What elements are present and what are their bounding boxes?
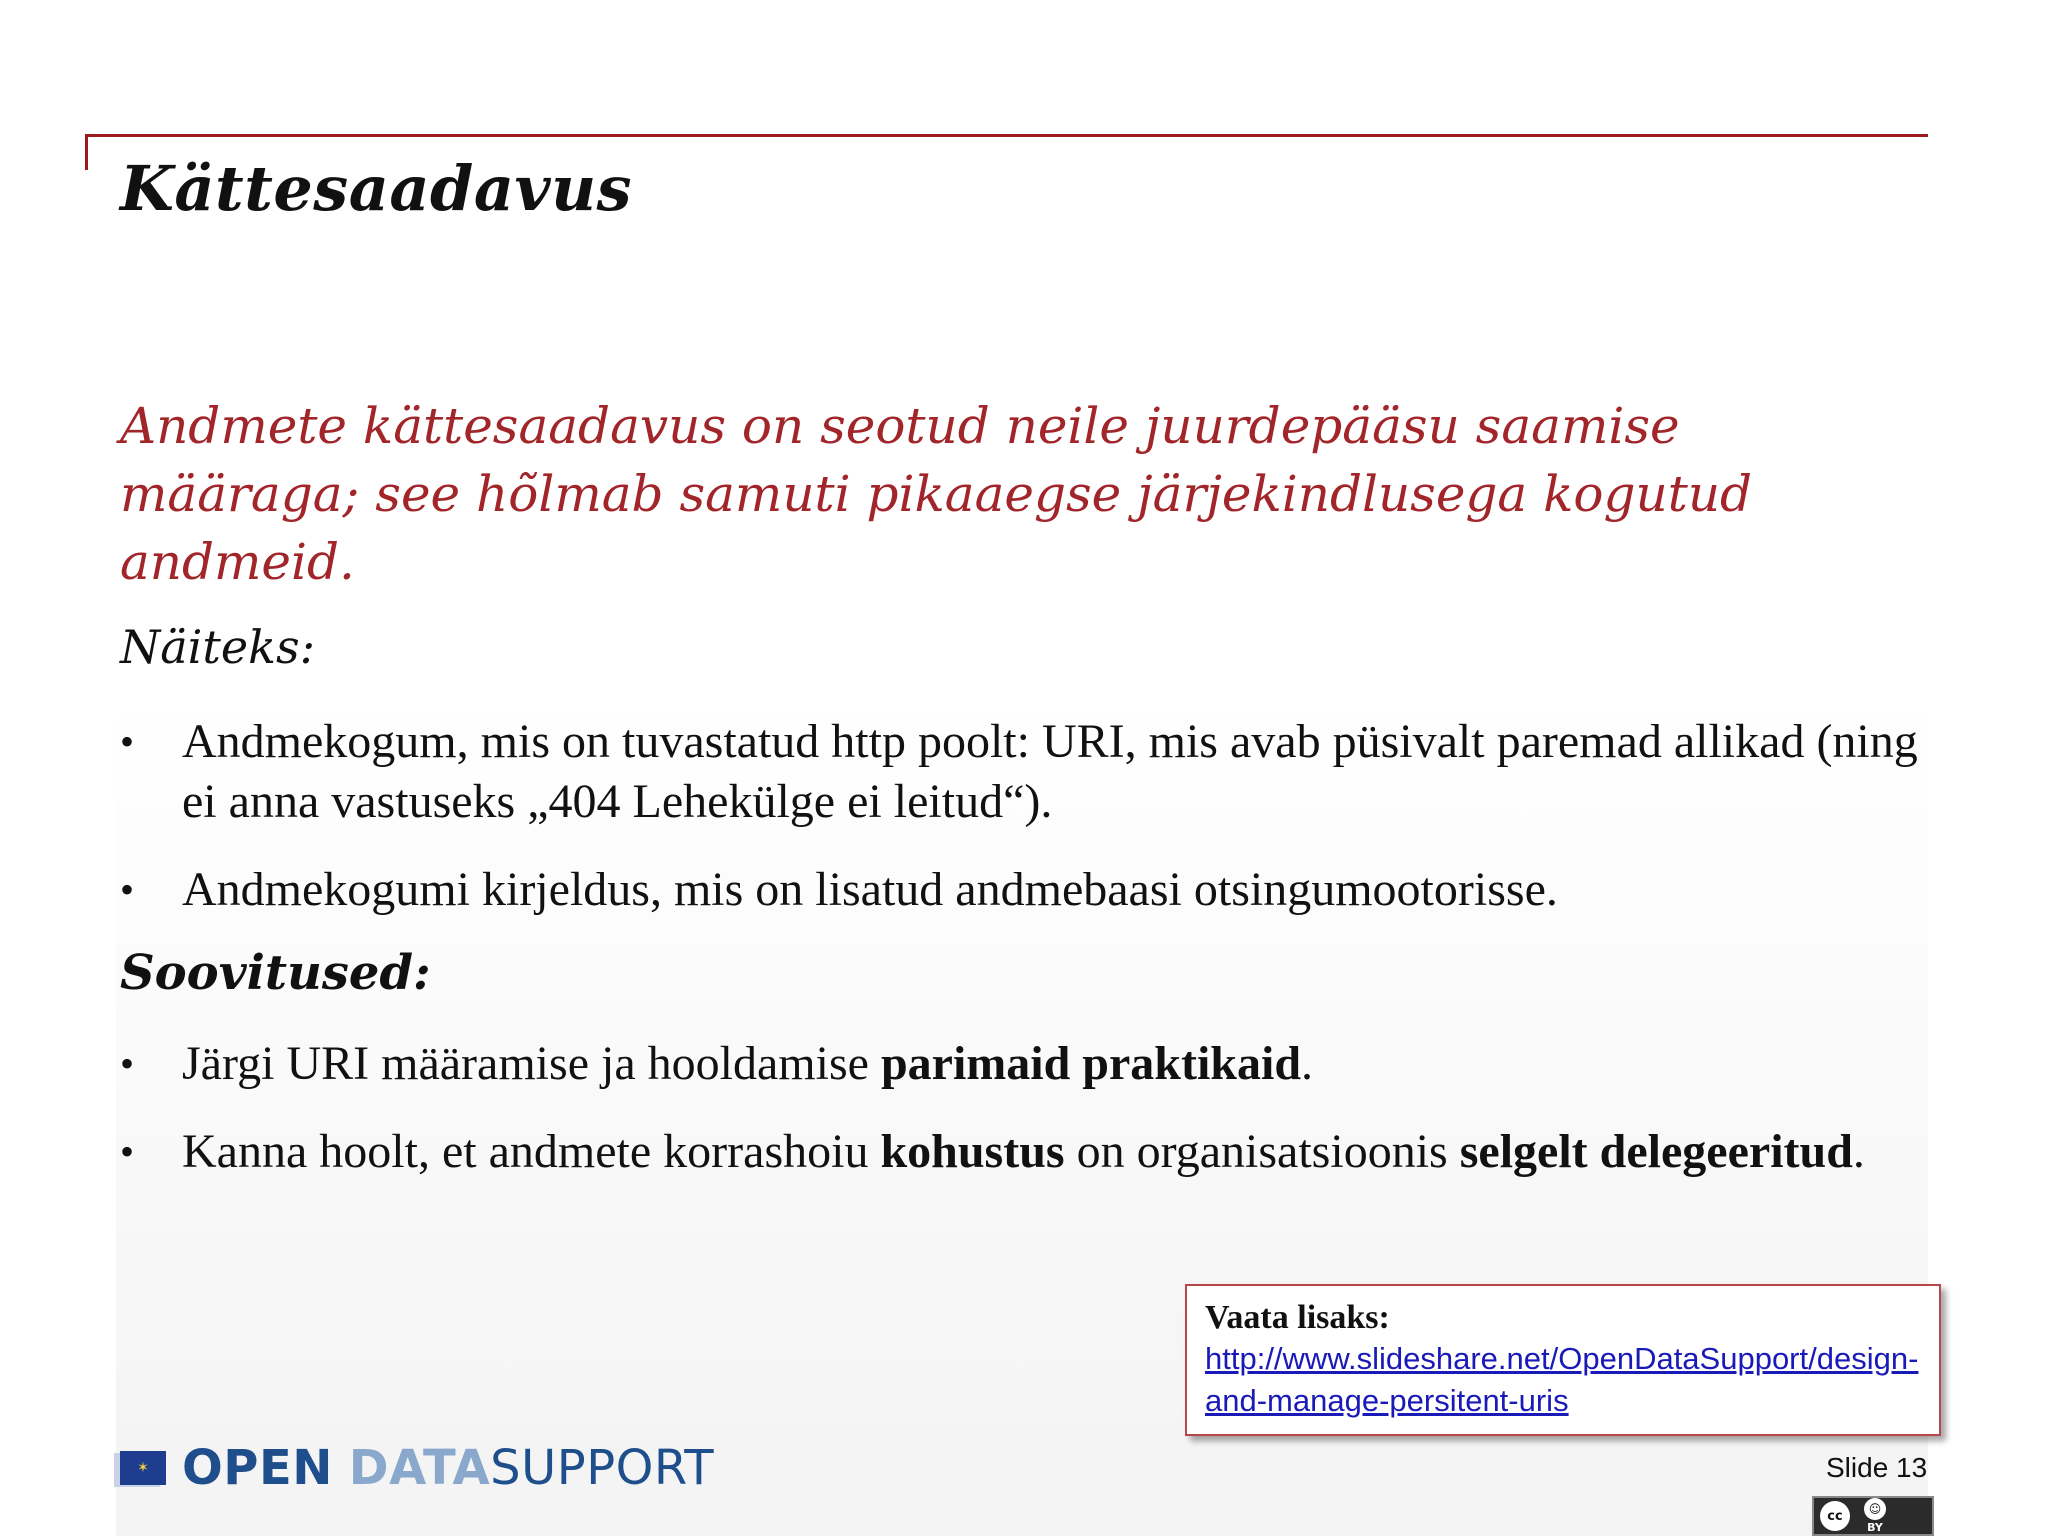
bullet-icon: • bbox=[120, 867, 135, 912]
title-rule-tick bbox=[85, 134, 88, 170]
eu-flag-icon: ✶ bbox=[120, 1451, 166, 1485]
see-also-link[interactable]: http://www.slideshare.net/OpenDataSupport/design-and-manage-persitent-uris bbox=[1205, 1341, 1919, 1418]
emphasis-text: parimaid praktikaid bbox=[880, 1037, 1302, 1090]
list-item bbox=[120, 1034, 1950, 1094]
examples-label: Näiteks: bbox=[120, 620, 316, 674]
bullet-icon: • bbox=[120, 1129, 135, 1174]
cc-icon: cc bbox=[1820, 1501, 1850, 1531]
examples-list bbox=[120, 712, 1950, 948]
bullet-icon: • bbox=[120, 719, 135, 764]
bullet-icon: • bbox=[120, 1041, 135, 1086]
logo-wordmark: OPEN DATASUPPORT bbox=[182, 1440, 715, 1496]
recommendations-label: Soovitused: bbox=[120, 945, 431, 1001]
see-also-label: Vaata lisaks: bbox=[1205, 1299, 1390, 1336]
recommendation-text: Kanna hoolt, et andmete korrashoiu kohustus on organisatsioonis selgelt delegeeritud. bbox=[182, 1125, 1865, 1178]
slide-title: Kättesaadavus bbox=[120, 152, 633, 225]
example-text: Andmekogum, mis on tuvastatud http poolt: URI, mis avab püsivalt paremad allikad (ning ei anna vastuseks „404 Lehekülge ei leitud“). bbox=[182, 715, 1918, 828]
recommendations-list bbox=[120, 1034, 1950, 1210]
title-rule bbox=[85, 134, 1928, 137]
cc-by-icon bbox=[1812, 1496, 1934, 1536]
definition-text: Andmete kättesaadavus on seotud neile juurdepääsu saamise määraga; see hõlmab samuti pikaaegse järjekindlusega kogutud andmeid. bbox=[120, 397, 1753, 591]
open-data-support-logo bbox=[120, 1438, 714, 1498]
list-item bbox=[120, 712, 1950, 832]
example-text: Andmekogumi kirjeldus, mis on lisatud andmebaasi otsingumootorisse. bbox=[182, 863, 1558, 916]
by-label: BY bbox=[1867, 1521, 1883, 1534]
slide-number: Slide 13 bbox=[1826, 1452, 1928, 1483]
recommendation-text: Järgi URI määramise ja hooldamise parimaid praktikaid. bbox=[182, 1037, 1314, 1090]
emphasis-text: selgelt delegeeritud bbox=[1459, 1125, 1853, 1178]
emphasis-text: kohustus bbox=[880, 1125, 1065, 1178]
see-also-box bbox=[1185, 1284, 1941, 1436]
list-item bbox=[120, 1122, 1950, 1182]
attribution-icon: ☺ bbox=[1864, 1498, 1886, 1520]
list-item bbox=[120, 860, 1950, 920]
